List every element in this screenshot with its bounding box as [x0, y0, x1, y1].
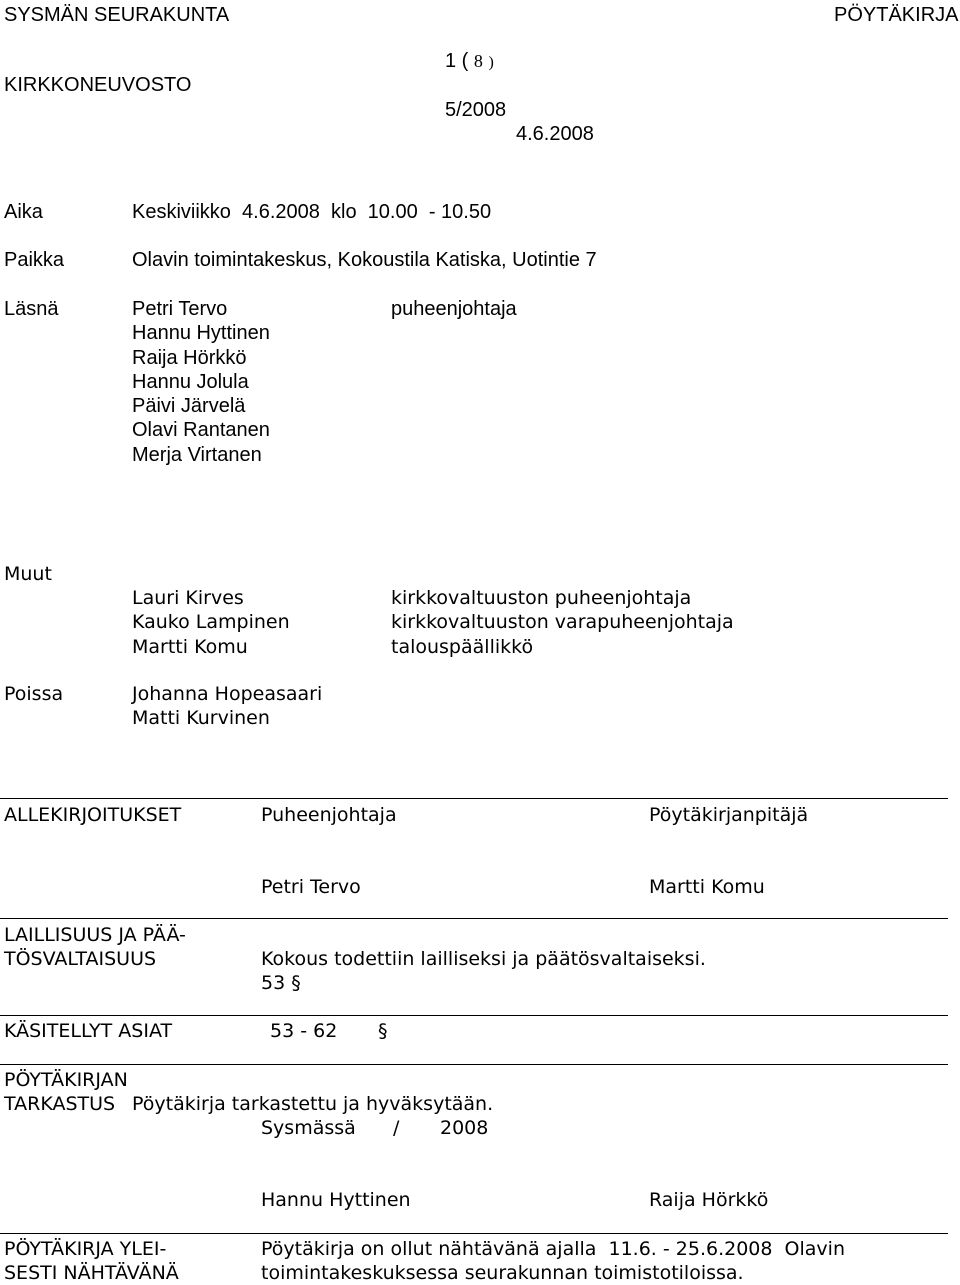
chair-name: Petri Tervo	[261, 876, 361, 898]
present-member: Merja Virtanen	[132, 443, 262, 466]
page-suffix: )	[488, 54, 494, 71]
others-list	[132, 586, 290, 659]
present-member: Olavi Rantanen	[132, 419, 270, 442]
publicity-label-line1: PÖYTÄKIRJA YLEI-	[4, 1238, 167, 1260]
page-prefix: 1 (	[445, 50, 469, 72]
present-member: Päivi Järvelä	[132, 395, 246, 418]
review-text: Pöytäkirja tarkastettu ja hyväksytään.	[132, 1093, 494, 1115]
review-year: 2008	[440, 1117, 489, 1139]
review-label-line2: TARKASTUS	[4, 1093, 116, 1115]
publicity-text-line2: toimintakeskuksessa seurakunnan toimistotiloissa.	[261, 1262, 744, 1284]
divider	[0, 798, 948, 799]
others-label: Muut	[4, 563, 52, 585]
present-member: Petri Tervo	[132, 298, 228, 320]
divider	[0, 918, 948, 919]
absent-member: Matti Kurvinen	[132, 707, 270, 730]
present-role: puheenjohtaja	[391, 298, 517, 320]
present-member: Hannu Hyttinen	[132, 322, 270, 345]
handled-label: KÄSITELLYT ASIAT	[4, 1020, 173, 1042]
other-attendee-role: kirkkovaltuuston puheenjohtaja	[391, 587, 692, 609]
review-date-slash: /	[393, 1117, 400, 1139]
organization-name: SYSMÄN SEURAKUNTA	[4, 4, 230, 26]
other-attendee-role: talouspäällikkö	[391, 635, 534, 658]
review-label-line1: PÖYTÄKIRJAN	[4, 1069, 128, 1091]
publicity-label-line2: SESTI NÄHTÄVÄNÄ	[4, 1262, 179, 1284]
handled-range: 53 - 62	[270, 1020, 338, 1042]
reviewer-1: Hannu Hyttinen	[261, 1189, 411, 1211]
present-member: Raija Hörkkö	[132, 346, 247, 369]
divider	[0, 1015, 948, 1016]
other-attendee: Martti Komu	[132, 635, 248, 658]
other-attendee: Kauko Lampinen	[132, 611, 290, 634]
place-label: Paikka	[4, 249, 65, 271]
signatures-label: ALLEKIRJOITUKSET	[4, 804, 182, 826]
legality-text: Kokous todettiin lailliseksi ja päätösvaltaiseksi.	[261, 948, 706, 970]
present-label: Läsnä	[4, 298, 59, 320]
document-type: PÖYTÄKIRJA	[834, 4, 959, 26]
absent-list	[132, 682, 322, 731]
publicity-text-line1: Pöytäkirja on ollut nähtävänä ajalla 11.6. - 25.6.2008 Olavin	[261, 1238, 845, 1260]
divider	[0, 1233, 948, 1234]
secretary-name: Martti Komu	[649, 876, 765, 898]
legality-section: 53 §	[261, 972, 301, 994]
legality-label-line1: LAILLISUUS JA PÄÄ-	[4, 924, 186, 946]
other-attendee-role: kirkkovaltuuston varapuheenjohtaja	[391, 611, 734, 634]
meeting-number: 5/2008	[445, 99, 507, 121]
governing-body: KIRKKONEUVOSTO	[4, 74, 192, 96]
review-place: Sysmässä	[261, 1117, 356, 1139]
page-indicator	[445, 49, 494, 75]
others-roles	[391, 586, 734, 659]
present-member: Hannu Jolula	[132, 370, 249, 393]
meeting-date: 4.6.2008	[516, 123, 594, 145]
time-label: Aika	[4, 201, 43, 223]
reviewer-2: Raija Hörkkö	[649, 1189, 769, 1211]
present-list	[132, 297, 270, 467]
page-total: 8	[473, 51, 483, 71]
time-value: Keskiviikko 4.6.2008 klo 10.00 - 10.50	[132, 201, 492, 223]
absent-label: Poissa	[4, 683, 64, 705]
absent-member: Johanna Hopeasaari	[132, 683, 323, 705]
chair-label: Puheenjohtaja	[261, 804, 397, 826]
legality-label-line2: TÖSVALTAISUUS	[4, 948, 157, 970]
place-value: Olavin toimintakeskus, Kokoustila Katiska, Uotintie 7	[132, 249, 597, 271]
handled-symbol: §	[378, 1020, 388, 1042]
secretary-label: Pöytäkirjanpitäjä	[649, 804, 809, 826]
divider	[0, 1064, 948, 1065]
other-attendee: Lauri Kirves	[132, 587, 244, 609]
